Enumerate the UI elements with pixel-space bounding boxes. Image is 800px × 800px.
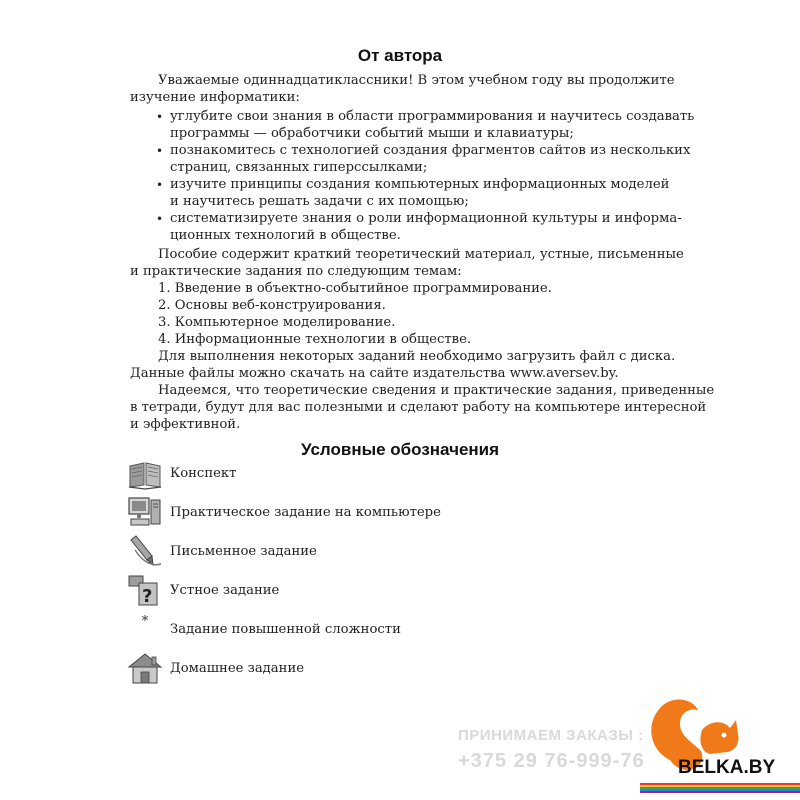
question-icon [127, 573, 163, 609]
legend-item-practical [127, 495, 527, 531]
content-intro-line-1: Пособие содержит краткий теоретический материал, устные, письменные [158, 247, 684, 262]
legend-label: Конспект [170, 466, 237, 481]
bullet-4-line-2: ционных технологий в обществе. [170, 228, 401, 243]
bullet-2-line-1: познакомитесь с технологией создания фрагментов сайтов из нескольких [170, 143, 691, 158]
bullet-1-line-2: программы — обработчики событий мыши и клавиатуры; [170, 126, 574, 141]
closing-line-2: в тетради, будут для вас полезными и сделают работу на компьютере интересной [130, 400, 707, 415]
intro-line-2: изучение информатики: [130, 90, 300, 105]
legend-item-advanced [127, 612, 527, 648]
computer-icon [127, 495, 163, 531]
download-note-line-1: Для выполнения некоторых заданий необходимо загрузить файл с диска. [158, 349, 676, 364]
bullet-2-line-2: страниц, связанных гиперссылками; [170, 160, 428, 175]
legend-item-oral [127, 573, 527, 609]
brand-logo-text: BELKA.BY [678, 757, 776, 778]
bullet-icon: • [156, 144, 164, 158]
bullet-4-line-1: систематизируете знания о роли информационной культуры и информа- [170, 211, 682, 226]
legend-item-written [127, 534, 527, 570]
topic-3: 3. Компьютерное моделирование. [158, 315, 396, 330]
bullet-icon: • [156, 212, 164, 226]
legend-title: Условные обозначения [300, 440, 500, 459]
promo-phone: +375 29 76-999-76 [458, 750, 645, 772]
closing-line-3: и эффективной. [130, 417, 241, 432]
content-intro-line-2: и практические задания по следующим темам: [130, 264, 462, 279]
house-icon [127, 651, 163, 687]
legend-label: Письменное задание [170, 544, 317, 559]
promo-line-1: ПРИНИМАЕМ ЗАКАЗЫ : [458, 727, 644, 744]
legend-item-homework [127, 651, 527, 687]
download-note-line-2: Данные файлы можно скачать на сайте издательства www.aversev.by. [130, 366, 619, 381]
bullet-icon: • [156, 178, 164, 192]
topic-4: 4. Информационные технологии в обществе. [158, 332, 472, 347]
asterisk-icon: * [141, 614, 149, 629]
topic-2: 2. Основы веб-конструирования. [158, 298, 386, 313]
legend-label: Устное задание [170, 583, 280, 598]
topic-1: 1. Введение в объектно-событийное программирование. [158, 281, 552, 296]
brand-stripes [640, 783, 800, 793]
bullet-1-line-1: углубите свои знания в области программирования и научитесь создавать [170, 109, 695, 124]
intro-line-1: Уважаемые одиннадцатиклассники! В этом учебном году вы продолжите [158, 73, 675, 88]
legend-item-konspekt [127, 456, 527, 492]
bullet-icon: • [156, 110, 164, 124]
legend-label: Домашнее задание [170, 661, 305, 676]
page-title: От автора [357, 46, 443, 65]
svg-text:?: ? [142, 586, 153, 607]
closing-line-1: Надеемся, что теоретические сведения и практические задания, приведенные [158, 383, 715, 398]
bullet-3-line-1: изучите принципы создания компьютерных информационных моделей [170, 177, 670, 192]
bullet-3-line-2: и научитесь решать задачи с их помощью; [170, 194, 469, 209]
legend-label: Практическое задание на компьютере [170, 505, 441, 520]
pen-icon [127, 534, 163, 570]
legend-label: Задание повышенной сложности [170, 622, 401, 637]
book-icon [127, 456, 163, 492]
